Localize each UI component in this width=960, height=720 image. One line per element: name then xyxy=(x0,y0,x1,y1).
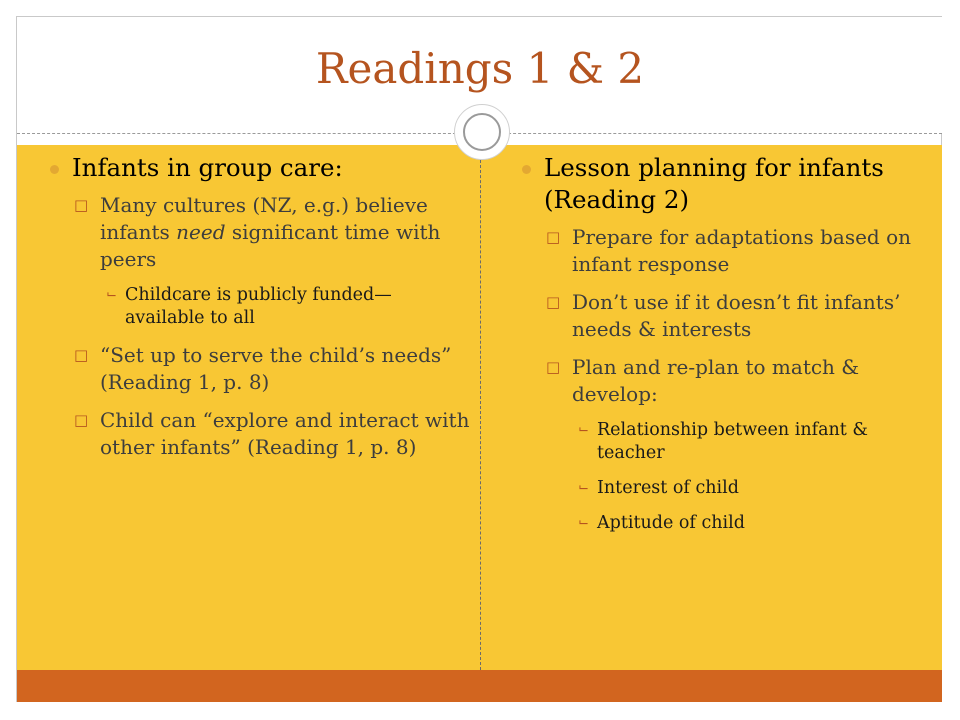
right-sub-bullet-1-text: Relationship between infant & teacher xyxy=(597,420,868,463)
left-bullet-2 xyxy=(50,342,470,396)
left-bullet-3 xyxy=(50,407,470,461)
right-bullet-3-text: Plan and re-plan to match & develop: xyxy=(572,355,860,406)
left-sub-bullet-1 xyxy=(50,284,470,330)
left-bullet-1-post: significant time with peers xyxy=(100,220,441,271)
right-sub-bullet-3 xyxy=(522,512,922,535)
left-bullet-3-text: Child can “explore and interact with other infants” (Reading 1, p. 8) xyxy=(100,408,470,459)
hollow-square-icon: □ xyxy=(74,346,89,364)
hollow-square-icon: □ xyxy=(74,196,89,214)
hollow-square-icon: □ xyxy=(546,358,561,376)
left-bullet-1 xyxy=(50,192,470,273)
column-divider xyxy=(480,155,481,670)
right-bullet-3 xyxy=(522,354,922,408)
left-bullet-1-emphasis: need xyxy=(176,220,226,244)
left-sub-bullet-1-text: Childcare is publicly funded—available to all xyxy=(125,285,392,328)
right-heading: Lesson planning for infants (Reading 2) xyxy=(544,153,884,214)
right-sub-bullet-3-text: Aptitude of child xyxy=(597,513,745,533)
hollow-square-icon: □ xyxy=(74,411,89,429)
quad-arrow-icon: ⌙ xyxy=(578,480,589,495)
left-bullet-2-text: “Set up to serve the child’s needs” (Reading 1, p. 8) xyxy=(100,343,452,394)
right-sub-bullet-2 xyxy=(522,477,922,500)
filled-circle-icon xyxy=(522,165,531,174)
slide-title: Readings 1 & 2 xyxy=(315,44,645,93)
quad-arrow-icon: ⌙ xyxy=(106,287,117,302)
right-bullet-1 xyxy=(522,224,922,278)
left-bullet-1-pre: Many cultures (NZ, e.g.) believe infants xyxy=(100,193,428,244)
right-bullet-2-text: Don’t use if it doesn’t fit infants’ needs & interests xyxy=(572,290,901,341)
right-sub-bullet-2-text: Interest of child xyxy=(597,478,739,498)
filled-circle-icon xyxy=(50,165,59,174)
quad-arrow-icon: ⌙ xyxy=(578,422,589,437)
right-column xyxy=(522,152,922,547)
footer-bar xyxy=(17,670,942,702)
left-heading-item xyxy=(50,152,470,184)
right-sub-bullet-1 xyxy=(522,419,922,465)
right-bullet-2 xyxy=(522,289,922,343)
right-heading-item xyxy=(522,152,922,216)
hollow-square-icon: □ xyxy=(546,293,561,311)
right-bullet-1-text: Prepare for adaptations based on infant response xyxy=(572,225,911,276)
circle-ring xyxy=(463,113,501,151)
quad-arrow-icon: ⌙ xyxy=(578,515,589,530)
left-column xyxy=(50,152,470,472)
hollow-square-icon: □ xyxy=(546,228,561,246)
left-heading: Infants in group care: xyxy=(72,153,343,182)
